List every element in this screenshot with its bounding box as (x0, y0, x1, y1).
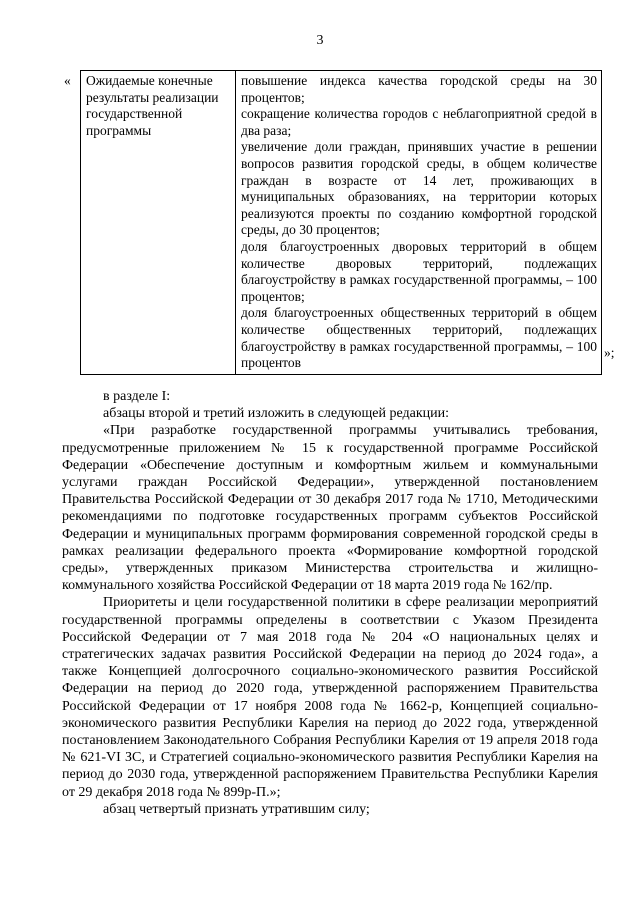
result-item: доля благоустроенных дворовых территорий в общем количестве дворовых территорий, подлежащих благоустройству в рамках государственной программы, – 100 процентов; (241, 238, 597, 304)
repeal-instruction: абзац четвертый признать утратившим силу; (103, 801, 370, 817)
opening-quote-mark: « (64, 73, 71, 88)
document-body (62, 388, 598, 818)
table-row (81, 71, 602, 375)
row-value-cell (236, 71, 602, 375)
result-item: сокращение количества городов с неблагоприятной средой в два раза; (241, 106, 597, 138)
amended-paragraph: «При разработке государственной программы учитывались требования, предусмотренные приложением № 15 к государственной программе Российской Федерации «Обеспечение доступным и комфортным жильем и коммунальными услугами граждан Российской Федерации», утвержденной постановлением Правительства Российской Федерации от 30 декабря 2017 года № 1710, Методическими рекомендациями по подготовке государственных программ субъектов Российской Федерации и муниципальных программ формирования современной городской среды в рамках реализации федерального проекта «Формирование комфортной городской среды», утвержденных приказом Министерства строительства и жилищно-коммунального хозяйства Российской Федерации от 18 марта 2019 года № 162/пр. (62, 423, 598, 594)
section-reference: в разделе I: (103, 389, 171, 404)
result-item: увеличение доли граждан, принявших участие в решении вопросов развития городской среды, в общем количестве граждан в возрасте от 14 лет, проживающих в муниципальных образованиях, на территории которых реализуются проекты по созданию комфортной городской среды, до 30 процентов; (241, 139, 597, 238)
result-item: повышение индекса качества городской среды на 30 процентов; (241, 73, 597, 105)
results-table (80, 70, 602, 375)
page-number: 3 (316, 33, 324, 48)
closing-quote-mark: »; (604, 345, 615, 360)
amended-paragraph: Приоритеты и цели государственной политики в сфере реализации мероприятий государственной программы определены в соответствии с Указом Президента Российской Федерации от 7 мая 2018 года № 204 «О национальных целях и стратегических задачах развития Российской Федерации на период до 2024 года», а также Концепцией долгосрочного социально-экономического развития Российской Федерации на период до 2020 года, утвержденной распоряжением Правительства Российской Федерации от 17 ноября 2008 года № 1662-р, Концепцией социально-экономического развития Республики Карелия на период до 2022 года, утвержденной постановлением Законодательного Собрания Республики Карелия от 19 апреля 2018 года № 621-VI ЗС, и Стратегией социально-экономического развития Республики Карелия на период до 2030 года, утвержденной распоряжением Правительства Республики Карелия от 29 декабря 2018 года № 899р-П.»; (62, 595, 598, 800)
row-label-cell: Ожидаемые конечные результаты реализации государственной программы (81, 71, 236, 375)
amendment-instruction: абзацы второй и третий изложить в следующей редакции: (103, 406, 450, 422)
result-item: доля благоустроенных общественных территорий в общем количестве общественных территорий, подлежащих благоустройству в рамках государственной программы, – 100 процентов (241, 305, 597, 371)
